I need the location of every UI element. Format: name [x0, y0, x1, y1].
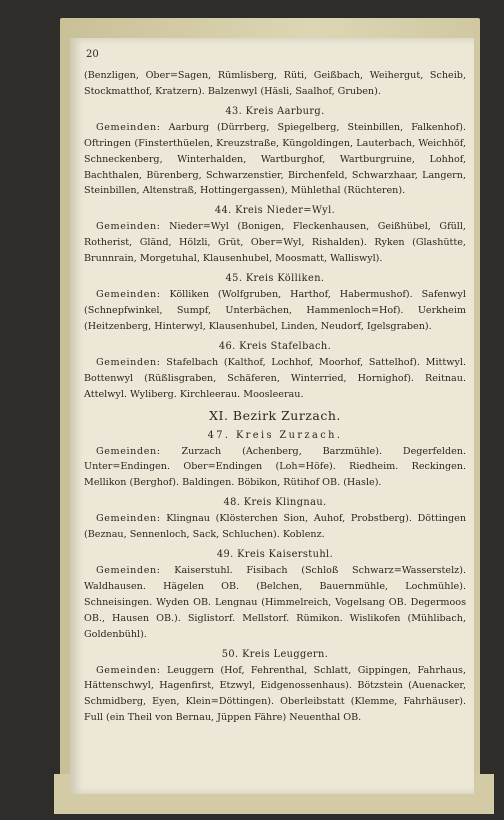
section-body: Stafelbach (Kalthof, Lochhof, Moorhof, Sattelhof). Mittwyl. Bottenwyl (Rüßlisgraben, Schäferen, Winterried, Hornighof). Reitnau. Attelwyl. Wyliberg. Kirchleerau. Moosleerau. [84, 356, 466, 400]
section-body: Kaiserstuhl. Fisibach (Schloß Schwarz=Wasserstelz). Waldhausen. Hägelen OB. (Belchen, Bauernmühle, Lochmühle). Schneisingen. Wyden OB. Lengnau (Himmelreich, Vogelsang OB. Degermoos OB., Hausen OB.). Siglistorf. Mellstorf. Rümikon. Wislikofen (Mühlibach, Goldenbühl). [84, 565, 466, 640]
section-heading-49: 49. Kreis Kaiserstuhl. [216, 549, 334, 561]
section-heading-45: 45. Kreis Kölliken. [225, 273, 325, 285]
section-heading-44: 44. Kreis Nieder=Wyl. [214, 205, 336, 217]
section-text-50 [84, 663, 466, 727]
section-text-45 [84, 287, 466, 335]
gemeinden-label: Gemeinden: [96, 664, 161, 676]
page-number: 20 [86, 49, 99, 60]
gemeinden-label: Gemeinden: [96, 356, 161, 368]
section-heading-47: 47. Kreis Zurzach. [207, 429, 343, 441]
gemeinden-label: Gemeinden: [96, 289, 161, 301]
section-heading-48: 48. Kreis Klingnau. [223, 497, 327, 509]
book-page [70, 38, 474, 794]
gemeinden-label: Gemeinden: [96, 221, 161, 233]
section-heading-43: 43. Kreis Aarburg. [225, 105, 325, 117]
section-text-48 [84, 511, 466, 543]
intro-paragraph: (Benzligen, Ober=Sagen, Rümlisberg, Rüti, Geißbach, Weihergut, Scheib, Stockmatthof, Kratzern). Balzenwyl (Häsli, Saalhof, Gruben). [84, 70, 466, 97]
section-body: Kölliken (Wolfgruben, Harthof, Habermushof). Safenwyl (Schnepfwinkel, Sumpf, Unterbächen, Hammenloch=Hof). Uerkheim (Heitzenberg, Hinterwyl, Klausenhubel, Linden, Neudorf, Igelsgraben). [84, 289, 466, 332]
section-text-44 [84, 219, 466, 267]
section-text-49 [84, 563, 466, 643]
bezirk-heading: XI. Bezirk Zurzach. [209, 407, 341, 423]
section-heading-50: 50. Kreis Leuggern. [221, 648, 329, 660]
gemeinden-label: Gemeinden: [96, 565, 161, 577]
section-body: Leuggern (Hof, Fehrenthal, Schlatt, Gippingen, Fahrhaus, Hättenschwyl, Hagenfirst, Etzwyl, Eidgenossenhaus). Bötzstein (Auenacker, Schmidberg, Eyen, Klein=Döttingen). Oberleibstatt (Klemme, Fahrhäuser). Full (ein Theil von Bernau, Jüppen Fähre) Neuenthal OB. [84, 664, 466, 724]
section-text-47 [84, 444, 466, 492]
section-text-43 [84, 120, 466, 200]
section-body: Zurzach (Achenberg, Barzmühle). Degerfelden. Unter=Endingen. Ober=Endingen (Loh=Höfe). Riedheim. Reckingen. Mellikon (Berghof). Baldingen. Böbikon, Rütihof OB. (Hasle). [84, 445, 466, 489]
section-body: Aarburg (Dürrberg, Spiegelberg, Steinbillen, Falkenhof). Oftringen (Finsterthüelen, Kreuzstraße, Küngoldingen, Lauterbach, Weichhöf, Schneckenberg, Winterhalden, Wartburghof, Wartburgruine, Lohhof, Bachthalen, Bürenberg, Schwarzenstier, Birchenfeld, Schwarzhaar, Langern, Steinbillen, Altenstraß, Hottingergassen), Mühlethal (Rüchteren). [84, 121, 466, 197]
section-text-46 [84, 355, 466, 403]
gemeinden-label: Gemeinden: [96, 121, 161, 133]
section-body: Nieder=Wyl (Bonigen, Fleckenhausen, Geißhübel, Gfüll, Rotherist, Gländ, Hölzli, Grüt, Ober=Wyl, Rishalden). Ryken (Glashütte, Brunnrain, Morgetuhal, Klausenhubel, Moosmatt, Walliswyl). [84, 221, 466, 265]
section-heading-46: 46. Kreis Stafelbach. [218, 340, 332, 352]
gemeinden-label: Gemeinden: [96, 513, 161, 525]
gemeinden-label: Gemeinden: [96, 445, 161, 457]
page-content [84, 44, 466, 726]
section-body: Klingnau (Klösterchen Sion, Auhof, Probstberg). Döttingen (Beznau, Sennenloch, Sack, Schluchen). Koblenz. [84, 513, 466, 541]
